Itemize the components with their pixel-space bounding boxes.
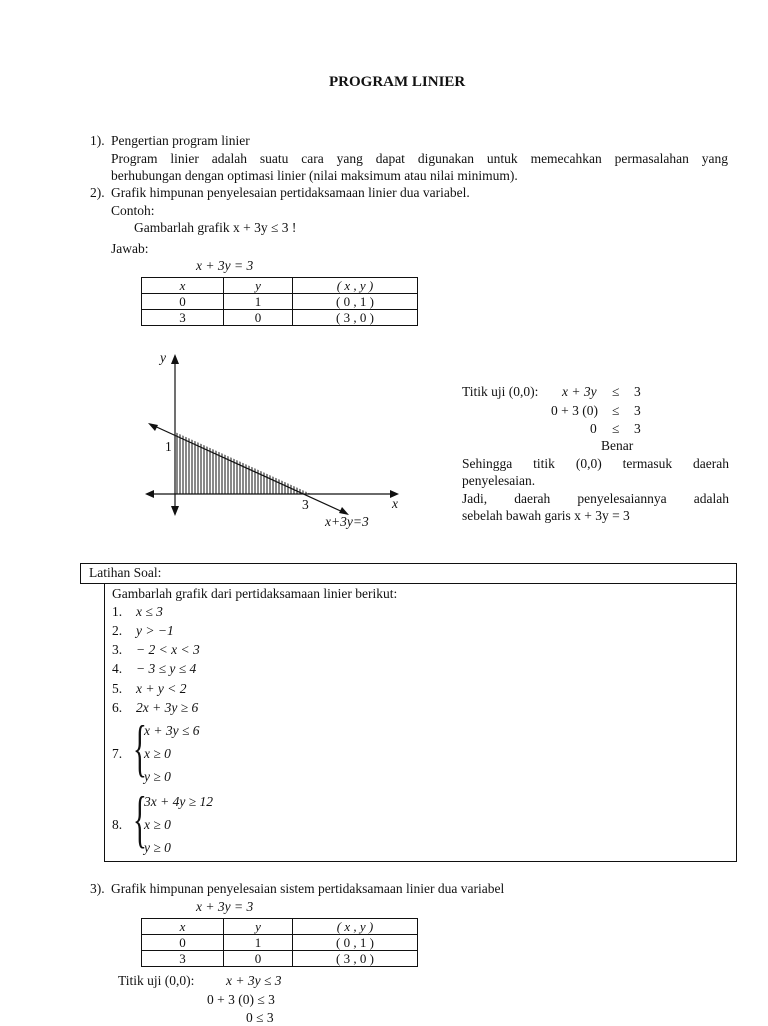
test-line2-sign: ≤: [612, 403, 620, 418]
test-point-label: Titik uji (0,0):: [462, 384, 539, 399]
section1-number: 1).: [90, 133, 105, 148]
latihan-title: Latihan Soal:: [89, 565, 162, 580]
exercise-number: 6.: [112, 700, 123, 715]
exercise-number: 7.: [112, 746, 123, 761]
exercise-item: x ≤ 3: [136, 604, 163, 619]
table-cell: 0: [224, 951, 293, 967]
section3-test-line3: 0 ≤ 3: [246, 1010, 274, 1025]
y-axis-label: y: [160, 350, 166, 365]
shaded-region: [177, 425, 309, 494]
exercise-item: y > −1: [136, 623, 174, 638]
table-header-y: y: [224, 278, 293, 294]
section1-text-line1: Program linier adalah suatu cara yang dapat digunakan untuk memecahkan permasalahan yang: [111, 151, 728, 166]
table-header-y: y: [224, 919, 293, 935]
system-line: x + 3y ≤ 6: [144, 723, 200, 738]
test-line3-sign: ≤: [612, 421, 620, 436]
section3-table: [141, 918, 418, 967]
conclusion-line4: sebelah bawah garis x + 3y = 3: [462, 508, 630, 523]
y-axis-down-arrow-icon: [171, 506, 179, 516]
table-cell: 3: [142, 951, 224, 967]
conclusion-line3: Jadi, daerah penyelesaiannya adalah: [462, 491, 729, 506]
conclusion-line1: Sehingga titik (0,0) termasuk daerah: [462, 456, 729, 471]
table-cell: 0: [142, 294, 224, 310]
exercise-number: 3.: [112, 642, 123, 657]
x-axis-left-arrow-icon: [145, 490, 154, 498]
table-header-xy: ( x , y ): [293, 278, 418, 294]
exercise-item: 2x + 3y ≥ 6: [136, 700, 199, 715]
example-task: Gambarlah grafik x + 3y ≤ 3 !: [134, 220, 297, 235]
exercise-number: 5.: [112, 681, 123, 696]
test-line2-rhs: 3: [634, 403, 641, 418]
section3-test-label: Titik uji (0,0):: [118, 973, 195, 988]
test-line3-lhs: 0: [590, 421, 597, 436]
system-line: x ≥ 0: [144, 746, 171, 761]
latihan-instruction: Gambarlah grafik dari pertidaksamaan linier berikut:: [112, 586, 398, 601]
exercise-number: 2.: [112, 623, 123, 638]
x-intercept-label: 3: [302, 497, 309, 512]
section1-text-line2: berhubungan dengan optimasi linier (nilai maksimum atau nilai minimum).: [111, 168, 518, 183]
table-cell: 0: [224, 310, 293, 326]
section3-equation: x + 3y = 3: [196, 899, 254, 914]
y-intercept-label: 1: [165, 439, 172, 454]
table-cell: 3: [142, 310, 224, 326]
contoh-label: Contoh:: [111, 203, 155, 218]
table-cell: 1: [224, 935, 293, 951]
section2-equation: x + 3y = 3: [196, 258, 254, 273]
table-row: [142, 935, 418, 951]
table-cell: ( 3 , 0 ): [293, 951, 418, 967]
table-header-row: [142, 919, 418, 935]
brace-icon: {: [133, 712, 147, 783]
section1-heading: Pengertian program linier: [111, 133, 250, 148]
table-row: [142, 951, 418, 967]
section3-number: 3).: [90, 881, 105, 896]
table-cell: ( 3 , 0 ): [293, 310, 418, 326]
exercise-number: 8.: [112, 817, 123, 832]
table-cell: 0: [142, 935, 224, 951]
system-line: y ≥ 0: [144, 769, 171, 784]
x-axis-label: x: [392, 496, 398, 511]
conclusion-line2: penyelesaian.: [462, 473, 536, 488]
test-result: Benar: [601, 438, 634, 453]
system-line: x ≥ 0: [144, 817, 171, 832]
boundary-line: [150, 424, 345, 513]
table-header-xy: ( x , y ): [293, 919, 418, 935]
section3-test-line2: 0 + 3 (0) ≤ 3: [207, 992, 275, 1007]
system-line: 3x + 4y ≥ 12: [144, 794, 214, 809]
test-line1-rhs: 3: [634, 384, 641, 399]
line-left-arrow-icon: [148, 423, 158, 431]
exercise-number: 4.: [112, 661, 123, 676]
latihan-header-box: [80, 563, 737, 584]
section2-heading: Grafik himpunan penyelesaian pertidaksamaan linier dua variabel.: [111, 185, 470, 200]
exercise-item: x + y < 2: [136, 681, 187, 696]
exercise-number: 1.: [112, 604, 123, 619]
section2-number: 2).: [90, 185, 105, 200]
system-line: y ≥ 0: [144, 840, 171, 855]
table-cell: ( 0 , 1 ): [293, 294, 418, 310]
test-line3-rhs: 3: [634, 421, 641, 436]
table-header-x: x: [142, 278, 224, 294]
table-cell: 1: [224, 294, 293, 310]
brace-icon: {: [133, 783, 147, 854]
section3-heading: Grafik himpunan penyelesaian sistem pertidaksamaan linier dua variabel: [111, 881, 505, 896]
test-line2-lhs: 0 + 3 (0): [551, 403, 598, 418]
section3-test-line1: x + 3y ≤ 3: [226, 973, 282, 988]
y-axis-up-arrow-icon: [171, 354, 179, 364]
line-label: x+3y=3: [325, 514, 369, 529]
exercise-item: − 3 ≤ y ≤ 4: [136, 661, 197, 676]
page-title: PROGRAM LINIER: [329, 74, 466, 90]
jawab-label: Jawab:: [111, 241, 149, 256]
test-line1-sign: ≤: [612, 384, 620, 399]
exercise-item: − 2 < x < 3: [136, 642, 200, 657]
test-line1-lhs: x + 3y: [562, 384, 597, 399]
table-header-x: x: [142, 919, 224, 935]
table-cell: ( 0 , 1 ): [293, 935, 418, 951]
